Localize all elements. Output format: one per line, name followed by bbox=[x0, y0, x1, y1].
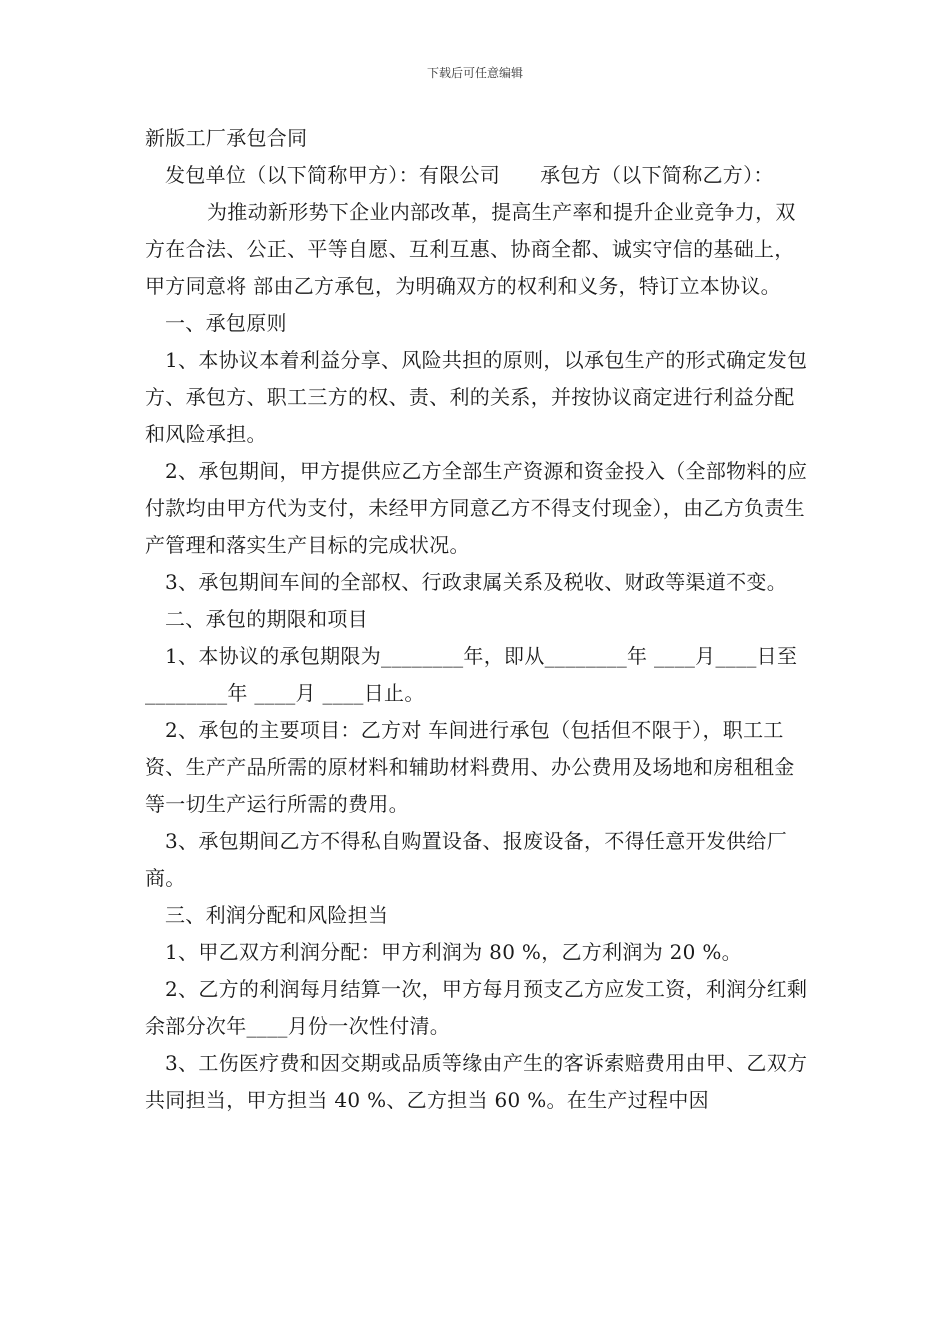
clause: 3、承包期间车间的全部权、行政隶属关系及税收、财政等渠道不变。 bbox=[165, 570, 788, 594]
page-header-note: 下载后可任意编辑 bbox=[426, 66, 523, 80]
document-title: 新版工厂承包合同 bbox=[145, 126, 308, 150]
preamble: 为推动新形势下企业内部改革，提高生产率和提升企业竞争力，双方在合法、公正、平等自愿、互利互惠、协商全都、诚实守信的基础上，甲方同意将 部由乙方承包，为明确双方的权利和义务，特订立本协议。 bbox=[145, 200, 796, 298]
party-a: 发包单位（以下简称甲方）：有限公司 bbox=[165, 163, 501, 187]
clause: 1、本协议的承包期限为________年，即从________年 ____月____日至________年 ____月 ____日止。 bbox=[145, 644, 798, 705]
party-b: 承包方（以下简称乙方）： bbox=[540, 163, 774, 187]
section-heading: 二、承包的期限和项目 bbox=[165, 607, 368, 631]
clause: 1、本协议本着利益分享、风险共担的原则，以承包生产的形式确定发包方、承包方、职工三方的权、责、利的关系，并按协议商定进行利益分配和风险承担。 bbox=[145, 348, 808, 446]
clause: 2、承包的主要项目：乙方对 车间进行承包（包括但不限于），职工工资、生产产品所需的原材料和辅助材料费用、办公费用及场地和房租租金等一切生产运行所需的费用。 bbox=[145, 718, 795, 816]
clause: 2、承包期间，甲方提供应乙方全部生产资源和资金投入（全部物料的应付款均由甲方代为支付，未经甲方同意乙方不得支付现金），由乙方负责生产管理和落实生产目标的完成状况。 bbox=[145, 459, 808, 557]
clause: 3、工伤医疗费和因交期或品质等缘由产生的客诉索赔费用由甲、乙双方共同担当，甲方担当 40 %、乙方担当 60 %。在生产过程中因 bbox=[145, 1051, 808, 1112]
clause: 2、乙方的利润每月结算一次，甲方每月预支乙方应发工资，利润分红剩余部分次年____月份一次性付清。 bbox=[145, 977, 808, 1038]
clause: 1、甲乙双方利润分配：甲方利润为 80 %，乙方利润为 20 %。 bbox=[165, 940, 742, 964]
clause: 3、承包期间乙方不得私自购置设备、报废设备，不得任意开发供给厂商。 bbox=[145, 829, 788, 890]
section-heading: 三、利润分配和风险担当 bbox=[165, 903, 389, 927]
document-body bbox=[145, 120, 813, 1119]
parties-and-preamble bbox=[145, 157, 813, 305]
section-heading: 一、承包原则 bbox=[165, 311, 287, 335]
